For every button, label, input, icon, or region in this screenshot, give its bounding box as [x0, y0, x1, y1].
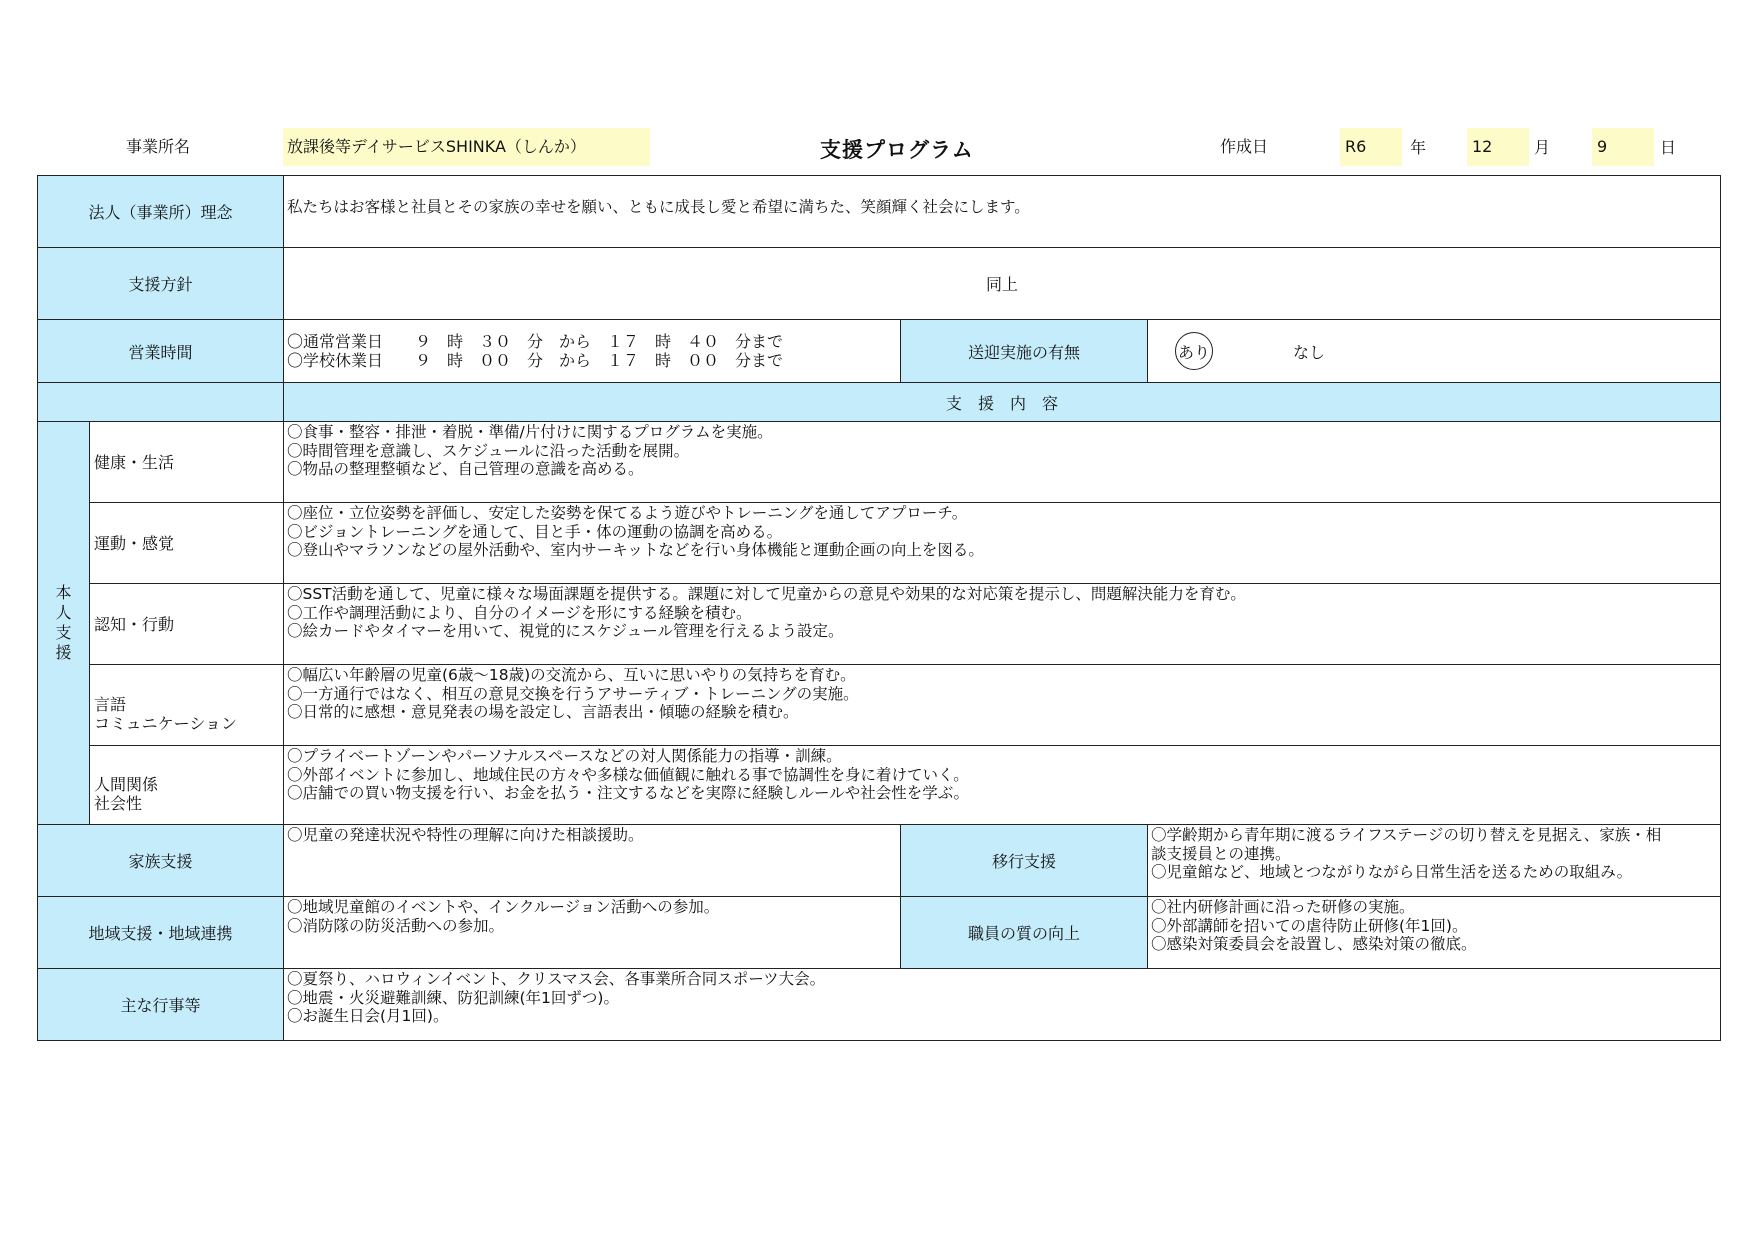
text-line: 〇絵カードやタイマーを用いて、視覚的にスケジュール管理を行えるよう設定。 — [287, 622, 844, 640]
hours-weekday: 〇通常営業日 ９ 時 ３０ 分 から １７ 時 ４０ 分まで — [287, 332, 784, 351]
text-line: 〇社内研修計画に沿った研修の実施。 — [1151, 898, 1415, 916]
text-line: 〇一方通行ではなく、相互の意見交換を行うアサーティブ・トレーニングの実施。 — [287, 684, 859, 703]
staff-quality-text — [1147, 896, 1721, 969]
text-line: 〇座位・立位姿勢を評価し、安定した姿勢を保てるよう遊びやトレーニングを通してアプローチ。 — [287, 504, 968, 522]
events-text — [283, 968, 1721, 1041]
row-label-line: 認知・行動 — [94, 614, 175, 634]
content-header: 支 援 内 容 — [283, 382, 1721, 422]
family-support-label: 家族支援 — [37, 824, 284, 897]
content-header-blank — [37, 382, 284, 422]
text-line: 〇日常的に感想・意見発表の場を設定し、言語表出・傾聴の経験を積む。 — [287, 703, 799, 721]
text-line: 〇ビジョントレーニングを通して、目と手・体の運動の協調を高める。 — [287, 522, 783, 541]
text-line: 〇感染対策委員会を設置し、感染対策の徹底。 — [1151, 935, 1477, 953]
text-line: 談支援員との連携。 — [1151, 844, 1291, 863]
family-support-text — [283, 824, 901, 897]
text-line: 〇工作や調理活動により、自分のイメージを形にする経験を積む。 — [287, 603, 752, 622]
community-support-label: 地域支援・地域連携 — [37, 896, 284, 969]
hours-label: 営業時間 — [37, 319, 284, 383]
relationships-social-text — [283, 745, 1721, 825]
text-line: 〇児童館など、地域とつながりながら日常生活を送るための取組み。 — [1151, 863, 1633, 881]
philosophy-text: 私たちはお客様と社員とその家族の幸せを願い、ともに成長し愛と希望に満ちた、笑顔輝く社会にします。 — [283, 175, 1721, 248]
health-life-label — [89, 421, 284, 503]
text-line: 〇時間管理を意識し、スケジュールに沿った活動を展開。 — [287, 441, 690, 460]
personal-support-label — [37, 421, 90, 825]
personal-label-char: 人 — [55, 603, 72, 622]
relationships-social-label — [89, 745, 284, 825]
year-unit: 年 — [1410, 138, 1427, 157]
month-unit: 月 — [1534, 138, 1551, 157]
text-line: 〇物品の整理整頓など、自己管理の意識を高める。 — [287, 460, 644, 478]
text-line: 〇お誕生日会(月1回)。 — [287, 1007, 449, 1025]
row-label-line: 人間関係 — [94, 775, 159, 794]
text-line: 〇消防隊の防災活動への参加。 — [287, 916, 505, 935]
date-day: 9 — [1592, 128, 1654, 166]
row-label-line: 運動・感覚 — [94, 533, 175, 553]
text-line: 〇外部講師を招いての虐待防止研修(年1回)。 — [1151, 916, 1468, 935]
text-line: 〇プライベートゾーンやパーソナルスペースなどの対人関係能力の指導・訓練。 — [287, 747, 842, 765]
day-unit: 日 — [1660, 138, 1677, 157]
text-line: 〇児童の発達状況や特性の理解に向けた相談援助。 — [287, 826, 644, 844]
transition-support-label: 移行支援 — [900, 824, 1148, 897]
cognition-behavior-text — [283, 583, 1721, 665]
health-life-text — [283, 421, 1721, 503]
transport-value — [1147, 319, 1721, 383]
page-title: 支援プログラム — [820, 138, 974, 162]
hours-value — [283, 319, 901, 383]
policy-text: 同上 — [283, 247, 1721, 320]
text-line: 〇地域児童館のイベントや、インクルージョン活動への参加。 — [287, 898, 720, 916]
row-label-line: コミュニケーション — [94, 714, 238, 733]
date-month: 12 — [1467, 128, 1529, 166]
office-name: 放課後等デイサービスSHINKA（しんか） — [283, 128, 650, 166]
transport-yes-circle: あり — [1175, 332, 1213, 370]
row-label-line: 健康・生活 — [94, 452, 175, 472]
row-label-line: 言語 — [94, 695, 127, 714]
date-era: R6 — [1340, 128, 1402, 166]
events-label: 主な行事等 — [37, 968, 284, 1041]
hours-holiday: 〇学校休業日 ９ 時 ００ 分 から １７ 時 ００ 分まで — [287, 351, 784, 370]
text-line: 〇幅広い年齢層の児童(6歳～18歳)の交流から、互いに思いやりの気持ちを育む。 — [287, 666, 856, 684]
transport-no: なし — [1293, 342, 1326, 362]
motor-sensory-label — [89, 502, 284, 584]
date-label: 作成日 — [1220, 137, 1269, 156]
motor-sensory-text — [283, 502, 1721, 584]
community-support-text — [283, 896, 901, 969]
text-line: 〇地震・火災避難訓練、防犯訓練(年1回ずつ)。 — [287, 988, 619, 1007]
language-communication-label — [89, 664, 284, 746]
personal-label-char: 支 — [55, 623, 72, 642]
cognition-behavior-label — [89, 583, 284, 665]
text-line: 〇外部イベントに参加し、地域住民の方々や多様な価値観に触れる事で協調性を身に着けていく。 — [287, 765, 969, 784]
office-label: 事業所名 — [126, 137, 191, 156]
personal-label-char: 援 — [55, 643, 72, 662]
philosophy-label: 法人（事業所）理念 — [37, 175, 284, 248]
transition-support-text — [1147, 824, 1721, 897]
row-label-line: 社会性 — [94, 794, 143, 813]
text-line: 〇学齢期から青年期に渡るライフステージの切り替えを見据え、家族・相 — [1151, 826, 1662, 844]
language-communication-text — [283, 664, 1721, 746]
staff-quality-label: 職員の質の向上 — [900, 896, 1148, 969]
text-line: 〇店舗での買い物支援を行い、お金を払う・注文するなどを実際に経験しルールや社会性を学ぶ。 — [287, 784, 970, 802]
text-line: 〇食事・整容・排泄・着脱・準備/片付けに関するプログラムを実施。 — [287, 423, 773, 441]
transport-label: 送迎実施の有無 — [900, 319, 1148, 383]
text-line: 〇SST活動を通して、児童に様々な場面課題を提供する。課題に対して児童からの意見や効果的な対応策を提示し、問題解決能力を育む。 — [287, 585, 1246, 603]
text-line: 〇登山やマラソンなどの屋外活動や、室内サーキットなどを行い身体機能と運動企画の向上を図る。 — [287, 541, 984, 559]
personal-label-char: 本 — [55, 583, 72, 602]
text-line: 〇夏祭り、ハロウィンイベント、クリスマス会、各事業所合同スポーツ大会。 — [287, 970, 826, 988]
policy-label: 支援方針 — [37, 247, 284, 320]
